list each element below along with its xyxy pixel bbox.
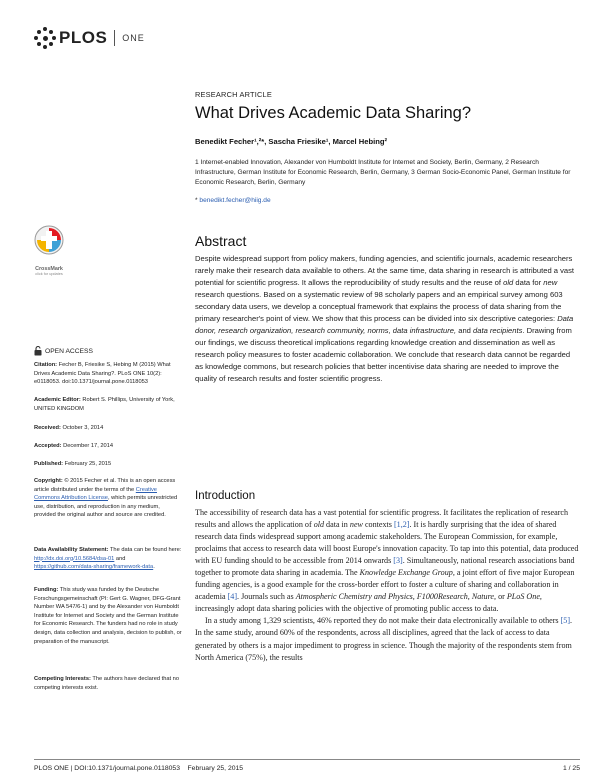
article-title: What Drives Academic Data Sharing? <box>195 104 472 122</box>
received-date: Received: October 3, 2014 <box>34 425 104 431</box>
intro-paragraph-1: The accessibility of research data has a vast potential for scientific progress. It facilitates the replication of research results and allows the application of old data in new contexts [1,2]. It is hardly surprising that the idea of shared research data finds widespread support among academic stakeholders. The European Commission, for example, proclaims that access to research data will boost Europe's innovation capacity. To tap into this potential, data produced with EU funding should to be accessible from 2014 onwards [3]. Simultaneously, national research associations band together to promote data sharing in academia. The Knowledge Exchange Group, a joint effort of five major European funding agencies, is a good example for the cross-border effort to foster a culture of sharing and collaboration in academia [4]. Journals such as Atmospheric Chemistry and Physics, F1000Research, Nature, or PLoS One, increasingly adopt data sharing policies with the objective of promoting public access to data. <box>195 508 579 614</box>
logo-sub: ONE <box>122 33 145 43</box>
footer-citation: PLOS ONE | DOI:10.1371/journal.pone.0118053 February 25, 2015 <box>34 765 244 772</box>
published-date: Published: February 25, 2015 <box>34 461 112 467</box>
open-access-label: OPEN ACCESS <box>45 347 93 355</box>
affiliations: 1 Internet-enabled Innovation, Alexander von Humboldt Institute for Internet and Society, Berlin, Germany, 2 Research Infrastructure, German Institute for Economic Research, Berlin, Germany, 3 German Socio-Economic Panel, German Institute for Economic Research, Berlin, Germany <box>195 159 571 186</box>
academic-editor: Academic Editor: Robert S. Phillips, University of York, UNITED KINGDOM <box>34 397 175 412</box>
introduction-heading: Introduction <box>195 490 256 502</box>
copyright: Copyright: © 2015 Fecher et al. This is an open access article distributed under the terms of the Creative Commons Attribution License, which permits unrestricted use, distribution, and reproduction in any medium, provided the original author and source are credited. <box>34 478 178 519</box>
crossmark-badge[interactable] <box>34 225 64 277</box>
footer-rule <box>34 759 580 760</box>
plos-dots-icon <box>34 27 56 49</box>
logo-divider <box>114 30 115 46</box>
article-type: RESEARCH ARTICLE <box>195 90 272 99</box>
accepted-date: Accepted: December 17, 2014 <box>34 443 114 449</box>
author-list: Benedikt Fecher¹,²*, Sascha Friesike¹, Marcel Hebing² <box>195 137 388 146</box>
logo-text: PLOS <box>59 28 108 47</box>
page-number: 1 / 25 <box>562 765 580 772</box>
data-availability: Data Availability Statement: The data can be found here: http://dx.doi.org/10.5684/dsa-01 and https://github.com/data-sharing/framework-data. <box>34 547 182 571</box>
competing-interests: Competing Interests: The authors have declared that no competing interests exist. <box>34 676 180 691</box>
license-link[interactable]: Creative Commons Attribution License <box>34 486 157 502</box>
plos-one-logo[interactable] <box>34 27 145 49</box>
abstract-body: Despite widespread support from policy makers, funding agencies, and scientific journals, academic researchers rarely make their research data available to others. At the same time, data sharing in research is attributed a vast potential for scientific progress. It allows the reproducibility of study results and the reuse of old data for new research questions. Based on a systematic review of 98 scholarly papers and an empirical survey among 603 secondary data users, we develop a conceptual framework that explains the process of data sharing from the primary researcher's point of view. We show that this process can be divided into six descriptive categories: Data donor, research organization, research community, norms, data infrastructure, and data recipients. Drawing from our findings, we discuss theoretical implications regarding knowledge creation and dissemination as well as research policy measures to foster academic collaboration. We conclude that research data cannot be regarded as knowledge commons, but research policies that better incentivise data sharing are needed to improve the quality of research results and foster scientific progress. <box>195 254 575 383</box>
citation-link[interactable]: [4] <box>227 592 238 602</box>
citation: Citation: Fecher B, Friesike S, Hebing M (2015) What Drives Academic Data Sharing?. PLoS ONE 10(2): e0118053. doi:10.1371/journal.pone.0118053 <box>34 362 171 386</box>
citation-link[interactable]: [5] <box>560 616 571 626</box>
funding: Funding: This study was funded by the Deutsche Forschungsgemeinschaft (PI: Gert G. Wagner, DFG-Grant Number WA 547/6-1) and by the Alexander von Humboldt Institute for Internet and Society and the German Institute for Economic Research. The funders had no role in study design, data collection and analysis, decision to publish, or preparation of the manuscript. <box>34 587 182 645</box>
crossmark-icon <box>34 225 64 263</box>
abstract-heading: Abstract <box>195 233 247 249</box>
crossmark-label: CrossMark <box>35 266 63 272</box>
data-link-2[interactable]: https://github.com/data-sharing/framework-data <box>34 564 154 571</box>
data-link-1[interactable]: http://dx.doi.org/10.5684/dsa-01 <box>34 555 115 562</box>
introduction-body <box>195 507 580 664</box>
corresponding-email <box>195 197 271 204</box>
email-link[interactable]: benedikt.fecher@hiig.de <box>199 197 271 204</box>
citation-link[interactable]: [3] <box>393 556 403 566</box>
asterisk: * <box>195 197 198 204</box>
intro-paragraph-2: In a study among 1,329 scientists, 46% reported they do not make their data electronically available to others [5]. In the same study, around 60% of the respondents, across all disciplines, agreed that the lack of access to data generated by others is a major impediment to progress in science. Though the majority of the respondents stem from North America (75%), the results <box>195 616 573 662</box>
open-access-badge <box>34 346 93 356</box>
citation-link[interactable]: [1,2] <box>393 520 410 530</box>
open-lock-icon <box>34 346 42 356</box>
crossmark-sub: click for updates <box>35 272 63 276</box>
